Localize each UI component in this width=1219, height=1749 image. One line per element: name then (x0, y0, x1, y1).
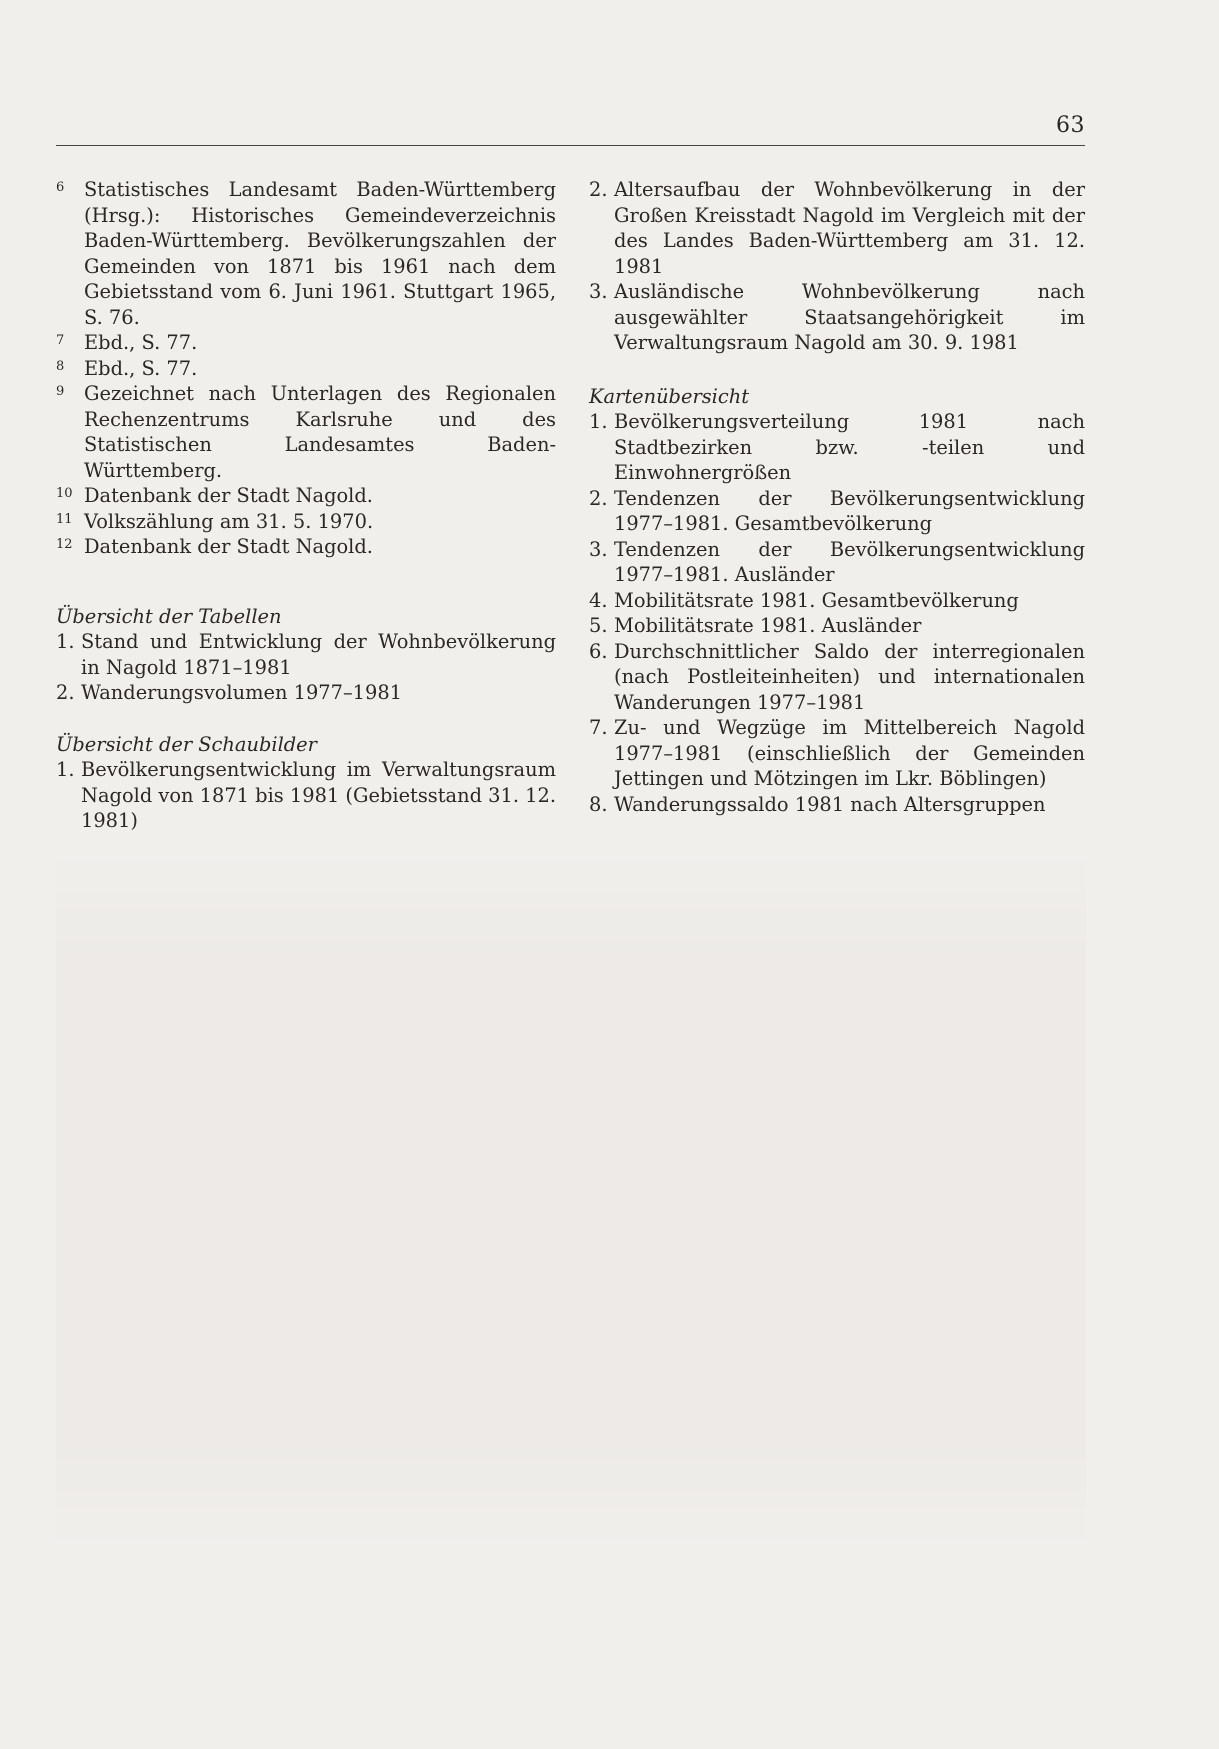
item-text: Altersaufbau der Wohnbevölkerung in der Großen Kreisstadt Nagold im Vergleich mit der des Landes Baden-Württemberg am 31. 12. 1981 (614, 178, 1085, 278)
list-item (56, 757, 556, 834)
list-item (589, 409, 1085, 486)
footnote-text: Volkszählung am 31. 5. 1970. (84, 509, 374, 533)
list-item (589, 639, 1085, 716)
item-text: Wanderungssaldo 1981 nach Altersgruppen (614, 792, 1046, 816)
left-column (56, 177, 556, 834)
footnote-number: 12 (56, 537, 73, 552)
item-text: Stand und Entwicklung der Wohnbevölkerung in Nagold 1871–1981 (81, 630, 556, 679)
footnote-text: Ebd., S. 77. (84, 331, 198, 354)
footnote-number: 10 (56, 486, 73, 501)
item-text: Mobilitätsrate 1981. Ausländer (614, 614, 922, 637)
item-number: 7. (589, 716, 608, 739)
item-number: 8. (589, 792, 608, 816)
footnote-number: 11 (56, 511, 73, 527)
list-item (589, 177, 1085, 279)
charts-continued-list (589, 177, 1085, 356)
charts-list (56, 757, 556, 834)
footnote-text: Datenbank der Stadt Nagold. (84, 484, 373, 507)
list-item (589, 715, 1085, 792)
item-text: Durchschnittlicher Saldo der interregionalen (nach Postleiteinheiten) und internationalen Wanderungen 1977–1981 (614, 639, 1085, 714)
right-column (589, 177, 1085, 817)
footnote-text: Statistisches Landesamt Baden-Württemberg (Hrsg.): Historisches Gemeindeverzeichnis Baden-Württemberg. Bevölkerungszahlen der Gemeinden von 1871 bis 1961 nach dem Gebietsstand vom 6. Juni 1961. Stuttgart 1965, S. 76. (84, 178, 556, 329)
item-text: Bevölkerungsverteilung 1981 nach Stadtbezirken bzw. -teilen und Einwohnergrößen (614, 410, 1085, 484)
item-number: 2. (589, 178, 608, 201)
footnote (56, 177, 556, 330)
list-item (589, 279, 1085, 356)
item-text: Wanderungsvolumen 1977–1981 (81, 681, 403, 704)
footnote-text: Datenbank der Stadt Nagold. (84, 535, 373, 558)
list-item (589, 486, 1085, 537)
list-item (589, 613, 1085, 639)
footnote-text: Gezeichnet nach Unterlagen des Regionalen Rechenzentrums Karlsruhe und des Statistischen Landesamtes Baden-Württemberg. (84, 382, 556, 482)
page-number: 63 (1056, 113, 1085, 138)
footnote (56, 330, 556, 356)
item-number: 1. (56, 630, 75, 653)
footnote-text: Ebd., S. 77. (84, 356, 198, 380)
tables-heading: Übersicht der Tabellen (56, 604, 282, 628)
item-text: Tendenzen der Bevölkerungsentwicklung 1977–1981. Ausländer (614, 537, 1085, 586)
footnote-number: 6 (56, 180, 65, 195)
list-item (589, 588, 1085, 614)
item-number: 3. (589, 537, 608, 561)
item-number: 2. (589, 486, 608, 510)
item-number: 1. (589, 410, 608, 433)
item-number: 2. (56, 681, 75, 704)
item-text: Mobilitätsrate 1981. Gesamtbevölkerung (614, 588, 1019, 612)
list-item (56, 680, 556, 706)
item-number: 6. (589, 639, 608, 663)
list-item (56, 629, 556, 680)
item-text: Ausländische Wohnbevölkerung nach ausgewählter Staatsangehörigkeit im Verwaltungsraum Nagold am 30. 9. 1981 (614, 280, 1085, 354)
footnotes-list (56, 177, 556, 560)
footnote-number: 8 (56, 358, 65, 374)
footnote (56, 534, 556, 560)
footnote-number: 9 (56, 384, 65, 399)
bleed-through-area (56, 850, 1086, 1550)
footnote (56, 483, 556, 509)
footnote (56, 356, 556, 382)
item-text: Tendenzen der Bevölkerungsentwicklung 1977–1981. Gesamtbevölkerung (614, 486, 1085, 535)
item-number: 1. (56, 758, 75, 781)
footnote (56, 509, 556, 535)
footnote (56, 381, 556, 483)
item-number: 4. (589, 588, 608, 612)
item-number: 5. (589, 614, 608, 637)
tables-list (56, 629, 556, 706)
item-text: Zu- und Wegzüge im Mittelbereich Nagold 1977–1981 (einschließlich der Gemeinden Jettingen und Mötzingen im Lkr. Böblingen) (614, 716, 1085, 790)
item-text: Bevölkerungsentwicklung im Verwaltungsraum Nagold von 1871 bis 1981 (Gebietsstand 31. 12. 1981) (81, 758, 556, 832)
item-number: 3. (589, 280, 608, 303)
header-rule (56, 145, 1085, 146)
list-item (589, 537, 1085, 588)
footnote-number: 7 (56, 333, 65, 348)
list-item (589, 792, 1085, 818)
maps-heading: Kartenübersicht (589, 384, 750, 408)
maps-list (589, 409, 1085, 817)
charts-heading: Übersicht der Schaubilder (56, 732, 317, 756)
